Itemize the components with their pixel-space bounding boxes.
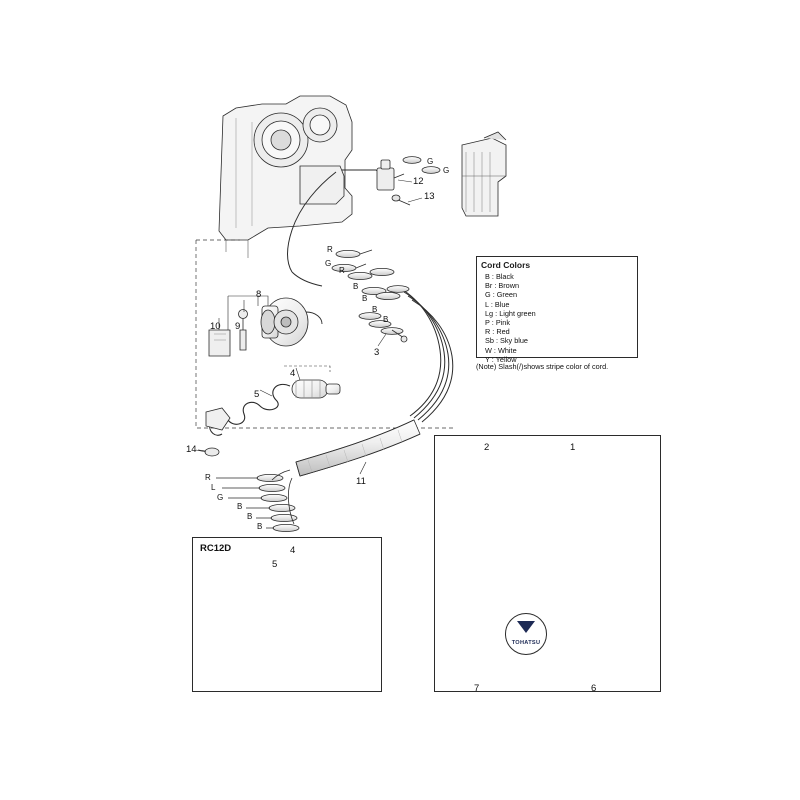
wire-label-l: L: [211, 483, 216, 492]
cord-colors-list: [477, 272, 637, 364]
callout-8: 8: [256, 289, 262, 300]
callout-10: 10: [210, 321, 221, 332]
callout-4: 4: [290, 368, 296, 379]
wire-label-b: B: [372, 305, 378, 314]
wire-label-g: G: [217, 493, 224, 502]
wire-label-r: R: [205, 473, 211, 482]
cord-color-item: P : Pink: [485, 318, 511, 328]
wire-label-g: G: [443, 166, 450, 175]
cord-colors-legend: [476, 256, 638, 364]
callout-9: 9: [235, 321, 241, 332]
wire-label-g: G: [427, 157, 434, 166]
cord-color-item: Br : Brown: [485, 281, 520, 291]
cord-color-item: Sb : Sky blue: [485, 336, 528, 346]
callout-13: 13: [424, 191, 435, 202]
callout-5: 5: [254, 389, 260, 400]
remote-control-panel: [434, 435, 661, 692]
callout-3: 3: [374, 347, 380, 358]
wire-label-g: G: [325, 259, 332, 268]
wire-label-r: R: [339, 266, 345, 275]
rc12d-panel-title: RC12D: [200, 543, 232, 554]
cord-color-item: W : White: [485, 345, 517, 355]
callout-12: 12: [413, 176, 424, 187]
cord-color-item: L : Blue: [485, 299, 510, 309]
cord-color-item: R : Red: [485, 327, 510, 337]
tohatsu-mark-icon: [517, 621, 535, 633]
wire-label-r: R: [327, 245, 333, 254]
cord-color-item: B : Black: [485, 272, 514, 281]
wire-label-b: B: [383, 315, 389, 324]
tohatsu-logo-badge: [505, 613, 547, 655]
cord-color-item: G : Green: [485, 290, 518, 300]
callout-1: 1: [570, 442, 576, 453]
callout-2: 2: [484, 442, 490, 453]
callout-rc12d-5: 5: [272, 559, 278, 570]
wire-label-b: B: [353, 282, 359, 291]
tohatsu-brand-label: TOHATSU: [511, 640, 541, 646]
wire-label-b: B: [237, 502, 243, 511]
cord-color-item: Y : Yellow: [485, 354, 517, 364]
wire-label-b: B: [247, 512, 253, 521]
callout-rc12d-4: 4: [290, 545, 296, 556]
wire-label-b: B: [362, 294, 368, 303]
rc12d-panel: [192, 537, 382, 692]
callout-11: 11: [356, 476, 366, 487]
cord-colors-note: (Note) Slash(/)shows stripe color of cord.: [476, 362, 609, 371]
callout-7: 7: [474, 683, 480, 694]
cord-colors-title: Cord Colors: [481, 260, 531, 270]
callout-6: 6: [591, 683, 597, 694]
wire-label-b: B: [257, 522, 263, 531]
callout-14: 14: [186, 444, 197, 455]
cord-color-item: Lg : Light green: [485, 308, 536, 318]
